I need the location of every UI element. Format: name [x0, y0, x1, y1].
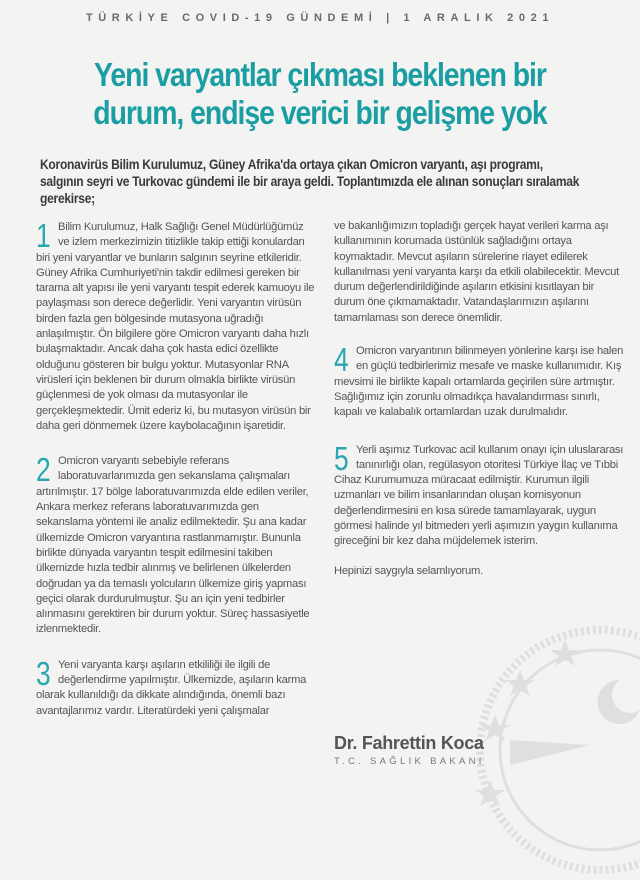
title-line-1: Yeni varyantlar çıkması beklenen bir [94, 56, 546, 93]
signature-name: Dr. Fahrettin Koca [334, 733, 484, 753]
item-text: Yeni varyanta karşı aşıların etkililiği ile ilgili de değerlendirme yapılmıştır. Ülkemizde, aşıların karma olarak kullanıldığı da dikkate alındığında, önemli bazı avantajlarımız vardır. Literatürdeki yeni çalışmalar [36, 658, 307, 717]
left-column [36, 217, 316, 737]
item-text: Omicron varyantının bilinmeyen yönlerine karşı ise halen en güçlü tedbirlerimiz mesafe ve maske kullanımıdır. Kış mevsimi ile birlikte kapalı ortamlarda geçirilen süre artmıştır. Sağlığımız için zorunlu olmadıkça havalandırması sınırlı, kapalı ve kalabalık ortamlardan uzak durulmalıdır. [334, 345, 624, 419]
item-number: 4 [334, 341, 349, 379]
item-5 [334, 439, 624, 550]
item-text: ve bakanlığımızın topladığı gerçek hayat verileri karma aşı kullanımının korumada üstünlük sağladığını ortaya koymaktadır. Mevcut aşıların sürelerine riayet edilerek kullanılması yeni varyanta karşı da etkili olabilecektir. Mevcut durum değerlendirildiğinde aşıların etkisini kısıtlayan bir durum öne çıkmamaktadır. Vatandaşlarımızın aşılarını tamamlaması son derece önemlidir. [334, 220, 619, 324]
signature-block [334, 733, 485, 767]
item-number: 5 [334, 439, 349, 477]
item-text: Omicron varyantı sebebiyle referans laboratuvarlarımızda gen sekanslama çalışmaları artırılmıştır. 17 bölge laboratuvarımızda elde edilen veriler, Ankara merkez referans laboratuvarımızda gen sekanslama yöntemi ile analiz edilmektedir. Şu ana kadar ülkemizde Omicron varyantına rastlanmamıştır. Bununla birlikte dünyada varyantın tespit edilmesini takiben ülkemizde hızla tedbir alınmış ve belirlenen ülkelerden doğrudan ya da temaslı yolcuların ülkemize giriş yapması geçici olarak durdurulmuştur. Şu an için yeni tedbirler alınmasını gerektiren bir durum yoktur. Süreç hassasiyetle izlenmektedir. [36, 455, 310, 636]
item-number: 3 [36, 654, 51, 692]
item-3 [36, 654, 316, 719]
ministry-emblem-watermark-icon [470, 620, 640, 880]
item-3-continued [334, 219, 624, 326]
signature-title: T.C. SAĞLIK BAKANI [334, 756, 485, 767]
item-4 [334, 341, 624, 420]
title-line-2: durum, endişe verici bir gelişme yok [93, 94, 547, 131]
intro-paragraph: Koronavirüs Bilim Kurulumuz, Güney Afrika'da ortaya çıkan Omicron varyantı, aşı programı, salgının seyri ve Turkovac gündemi ile bir araya geldi. Toplantımızda ele alınan sonuçları sıralamak gerekirse; [40, 157, 580, 206]
item-text: Bilim Kurulumuz, Halk Sağlığı Genel Müdürlüğümüz ve izlem merkezimizin titizlikle takip ettiği konulardan biri yeni varyantlar ve bunların salgının seyrine etkileridir. Güney Afrika Cumhuriyeti'nin takdir edilmesi gereken bir tarama alt yapısı ile yeni varyantı tespit ederek kamuoyu ile paylaşması son derece değerlidir. Yeni varyantın virüsün birden fazla gen bölgesinde mutasyona uğradığı anlaşılmıştır. Ön bilgilere göre Omicron varyantı daha hızlı bulaşmaktadır. Ancak daha çok hasta edici özellikte olduğunu gösteren bir bulgu yoktur. Mutasyonlar RNA virüsleri için beklenen bir durum olmakla birlikte virüsün güçlenmesi de yok olması da mutasyonlar ile gerçekleşmektedir. Ümit ederiz ki, bu mutasyon virüsün bir daha geri dönmemek üzere kaybolacağının işaretidir. [36, 221, 315, 432]
right-column [334, 219, 624, 597]
item-text: Yerli aşımız Turkovac acil kullanım onayı için uluslararası tanınırlığı olan, regülasyon otoritesi Türkiye İlaç ve Tıbbi Cihaz Kurumumuza müracaat edilmiştir. Kurumun ilgili uzmanları ve bilim insanlarından oluşan komisyonun değerlendirmesini en kısa sürede tamamlayarak, uygun görmesi halinde yıl bitmeden yerli aşımızın yaygın kullanıma gireceğini bir kez daha müjdelemek isterim. [334, 443, 624, 548]
page-header: TÜRKİYE COVID-19 GÜNDEMİ | 1 ARALIK 2021 [85, 12, 555, 24]
item-2 [36, 451, 316, 638]
closing-line: Hepinizi saygıyla selamlıyorum. [334, 564, 483, 577]
item-number: 2 [36, 451, 51, 489]
item-number: 1 [36, 217, 51, 254]
page-title [45, 56, 595, 132]
item-1 [36, 217, 316, 434]
